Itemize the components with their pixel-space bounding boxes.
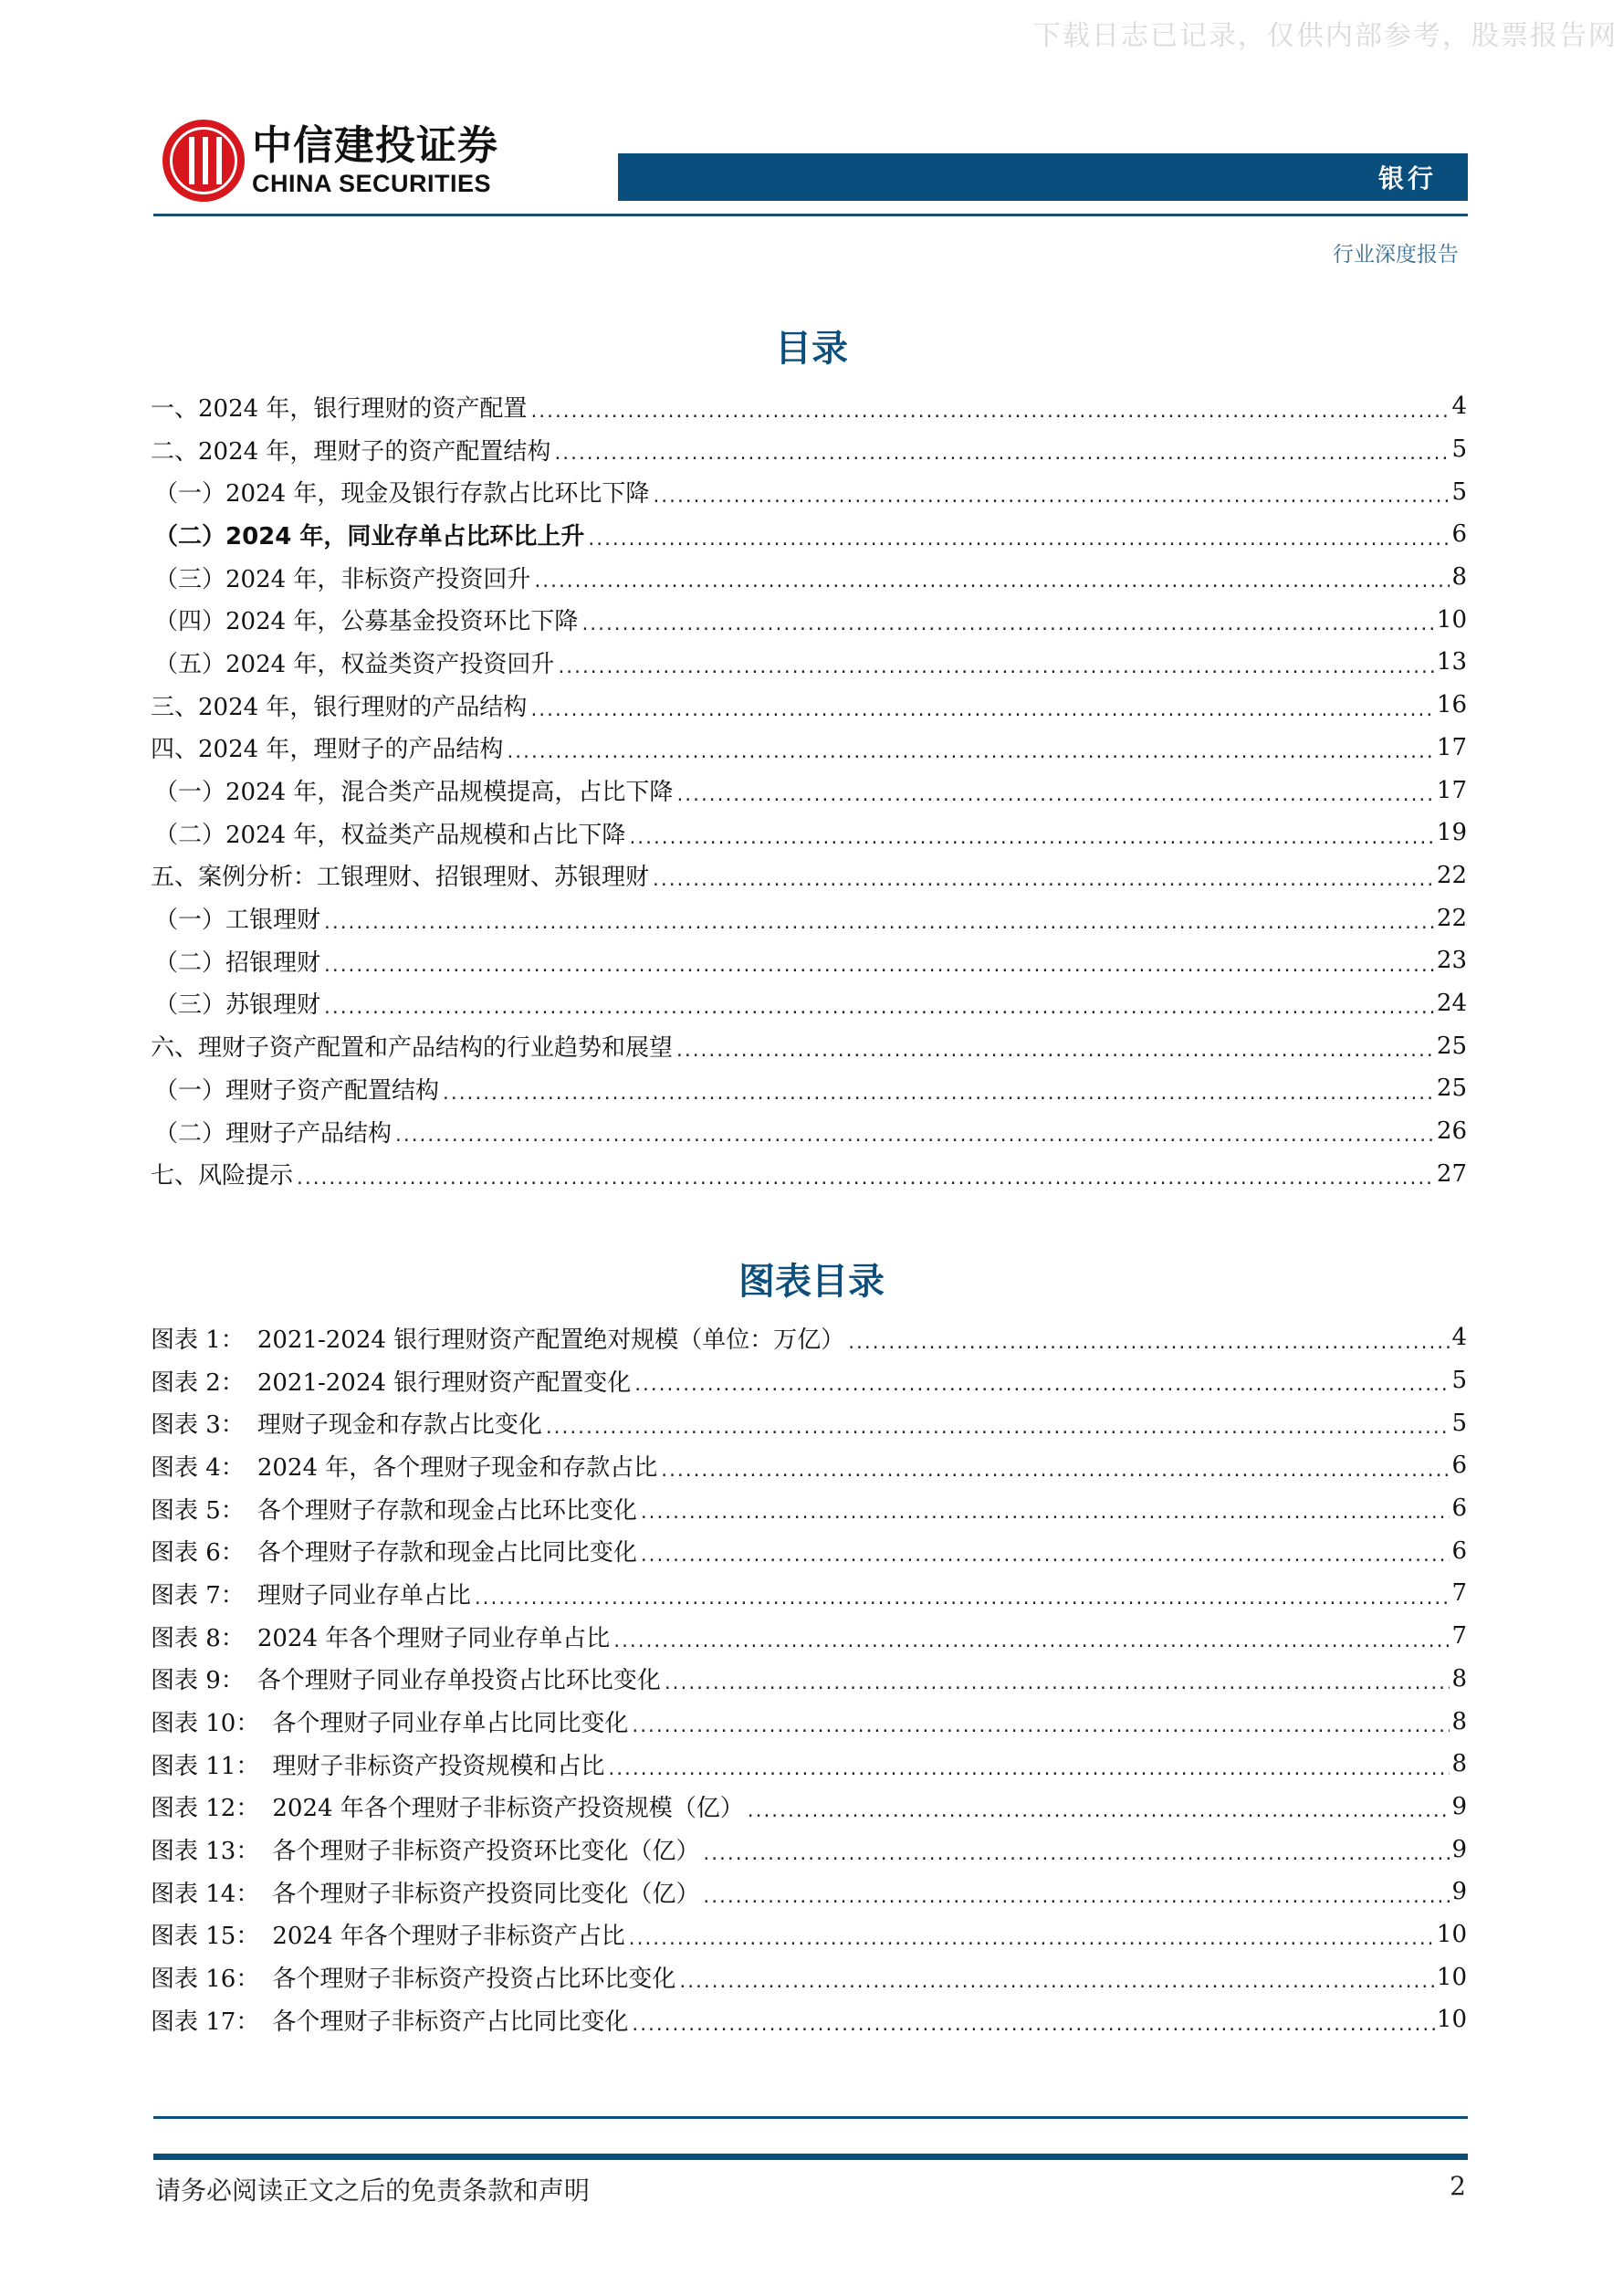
toc-entry-label: （三）2024 年，非标资产投资回升 <box>154 565 531 593</box>
leader-dots <box>529 703 1434 727</box>
figure-number: 图表 17： <box>151 2008 260 2036</box>
leader-dots <box>552 446 1450 470</box>
toc-entry[interactable] <box>151 641 1467 684</box>
page-ref: 5 <box>1451 1409 1467 1437</box>
figure-caption: 各个理财子存款和现金占比环比变化 <box>257 1496 637 1525</box>
toc-entry[interactable] <box>151 769 1467 812</box>
page-ref: 8 <box>1451 1750 1467 1778</box>
leader-dots <box>295 1171 1435 1195</box>
figure-entry[interactable] <box>151 1743 1467 1786</box>
toc-entry-label: 六、理财子资产配置和产品结构的行业趋势和展望 <box>151 1034 674 1063</box>
page-ref: 6 <box>1451 520 1467 549</box>
figure-entry[interactable] <box>151 1572 1467 1615</box>
page-ref: 19 <box>1436 819 1467 847</box>
toc-entry-label: （一）2024 年，现金及银行存款占比环比下降 <box>154 480 650 508</box>
toc-entry-label: （一）2024 年，混合类产品规模提高，占比下降 <box>154 779 674 807</box>
figure-number: 图表 12： <box>151 1795 260 1823</box>
toc-entry[interactable] <box>151 1067 1467 1110</box>
figure-entry-label <box>151 1406 542 1440</box>
figure-caption: 各个理财子非标资产投资占比环比变化 <box>272 1966 676 1994</box>
figure-number: 图表 16： <box>151 1966 260 1994</box>
figure-entry-label <box>151 1577 471 1610</box>
leader-dots <box>627 831 1434 854</box>
figure-entry[interactable] <box>151 1871 1467 1913</box>
toc-entry[interactable] <box>151 939 1467 982</box>
figure-entry-label <box>151 1662 661 1695</box>
leader-dots <box>639 1548 1450 1572</box>
figure-caption: 各个理财子非标资产投资环比变化（亿） <box>272 1838 700 1866</box>
page-ref: 17 <box>1436 776 1467 804</box>
page-ref: 25 <box>1436 1032 1467 1060</box>
figure-entry[interactable] <box>151 1913 1467 1956</box>
leader-dots <box>651 873 1435 896</box>
figure-entry-label <box>151 1747 604 1781</box>
figure-caption: 2024 年各个理财子同业存单占比 <box>257 1624 611 1652</box>
toc-entry-label: （二）2024 年，权益类产品规模和占比下降 <box>154 821 626 849</box>
leader-dots <box>675 1043 1435 1067</box>
toc-entry[interactable] <box>151 513 1467 556</box>
figure-entry-label <box>151 1449 657 1483</box>
figure-entry-label <box>151 1917 625 1951</box>
footer-bar <box>153 2154 1468 2160</box>
leader-dots <box>322 1001 1435 1024</box>
leader-dots <box>630 2018 1435 2041</box>
figure-caption: 各个理财子存款和现金占比同比变化 <box>257 1539 637 1567</box>
figure-number: 图表 15： <box>151 1923 260 1951</box>
figure-entry-label <box>151 1960 675 1994</box>
figure-number: 图表 14： <box>151 1880 260 1908</box>
leader-dots <box>529 404 1450 428</box>
leader-dots <box>322 916 1435 939</box>
figure-entry-label <box>151 1534 637 1567</box>
leader-dots <box>586 532 1450 556</box>
report-type: 行业深度报告 <box>1333 243 1459 267</box>
toc-entry-label: 四、2024 年，理财子的产品结构 <box>151 736 504 764</box>
figure-caption: 2024 年各个理财子非标资产占比 <box>272 1923 625 1951</box>
figure-caption: 各个理财子非标资产投资同比变化（亿） <box>272 1880 700 1908</box>
toc-entry[interactable] <box>151 428 1467 471</box>
leader-dots <box>393 1128 1435 1152</box>
leader-dots <box>556 660 1434 684</box>
page-ref: 10 <box>1436 2006 1467 2034</box>
leader-dots <box>441 1086 1435 1110</box>
figure-caption: 理财子现金和存款占比变化 <box>257 1411 542 1440</box>
toc-entry[interactable] <box>151 1152 1467 1195</box>
toc-entry[interactable] <box>151 854 1467 897</box>
figure-entry[interactable] <box>151 1401 1467 1444</box>
figure-caption: 各个理财子同业存单占比同比变化 <box>272 1710 629 1738</box>
figure-number: 图表 7： <box>151 1581 245 1609</box>
figure-number: 图表 3： <box>151 1411 245 1440</box>
toc-entry[interactable] <box>151 896 1467 939</box>
figure-caption: 2024 年，各个理财子现金和存款占比 <box>257 1453 658 1482</box>
footer-disclaimer[interactable]: 请务必阅读正文之后的免责条款和声明 <box>155 2175 591 2206</box>
toc-entry-label: （一）理财子资产配置结构 <box>154 1076 440 1105</box>
page-number: 2 <box>1450 2171 1466 2201</box>
figure-entry-label <box>151 1620 610 1653</box>
footer-divider <box>153 2116 1468 2119</box>
leader-dots <box>505 745 1434 769</box>
figure-entry-label <box>151 1789 744 1823</box>
table-of-contents <box>151 385 1467 1195</box>
figure-number: 图表 10： <box>151 1710 260 1738</box>
toc-entry[interactable] <box>151 982 1467 1025</box>
toc-entry-label: 二、2024 年，理财子的资产配置结构 <box>151 437 551 466</box>
figure-entry[interactable] <box>151 1487 1467 1530</box>
page-ref: 5 <box>1451 477 1467 506</box>
page-ref: 10 <box>1436 1920 1467 1948</box>
leader-dots <box>651 489 1450 513</box>
page-ref: 4 <box>1451 393 1467 421</box>
page-ref: 10 <box>1436 1963 1467 1991</box>
header-divider <box>153 214 1468 216</box>
page-ref: 8 <box>1451 1664 1467 1693</box>
figure-number: 图表 13： <box>151 1838 260 1866</box>
toc-entry-label: （四）2024 年，公募基金投资环比下降 <box>154 608 579 636</box>
page-ref: 7 <box>1451 1622 1467 1651</box>
figure-entry[interactable] <box>151 1359 1467 1402</box>
page-ref: 26 <box>1436 1117 1467 1146</box>
toc-entry[interactable] <box>151 812 1467 854</box>
leader-dots <box>612 1634 1450 1658</box>
leader-dots <box>663 1676 1450 1700</box>
leader-dots <box>677 1975 1435 1998</box>
toc-entry[interactable] <box>151 470 1467 513</box>
page-ref: 10 <box>1436 605 1467 634</box>
watermark: 下载日志已记录，仅供内部参考，股票报告网 <box>1033 20 1618 52</box>
leader-dots <box>630 1719 1450 1743</box>
figure-entry[interactable] <box>151 1700 1467 1743</box>
figure-caption: 2024 年各个理财子非标资产投资规模（亿） <box>272 1795 744 1823</box>
toc-entry[interactable] <box>151 556 1467 599</box>
figure-number: 图表 5： <box>151 1496 245 1525</box>
page-ref: 16 <box>1436 691 1467 719</box>
figure-number: 图表 9： <box>151 1667 245 1695</box>
toc-entry[interactable] <box>151 1024 1467 1067</box>
toc-entry-label: 七、风险提示 <box>151 1162 294 1190</box>
company-logo <box>162 120 498 202</box>
figure-entry[interactable] <box>151 1828 1467 1871</box>
toc-title: 目录 <box>775 328 848 370</box>
leader-dots <box>659 1463 1450 1487</box>
page-ref: 9 <box>1451 1792 1467 1820</box>
page-ref: 8 <box>1451 1707 1467 1735</box>
leader-dots <box>675 788 1434 812</box>
page-ref: 8 <box>1451 563 1467 592</box>
page-ref: 9 <box>1451 1835 1467 1863</box>
figure-entry[interactable] <box>151 1529 1467 1572</box>
figure-caption: 理财子同业存单占比 <box>257 1581 471 1609</box>
figure-caption: 各个理财子同业存单投资占比环比变化 <box>257 1667 661 1695</box>
leader-dots <box>532 574 1450 598</box>
toc-entry-label: （二）2024 年，同业存单占比环比上升 <box>154 522 585 550</box>
figure-caption: 2021-2024 银行理财资产配置变化 <box>257 1368 632 1397</box>
toc-entry[interactable] <box>151 1110 1467 1153</box>
figure-number: 图表 11： <box>151 1752 260 1780</box>
figure-entry[interactable] <box>151 1658 1467 1701</box>
leader-dots <box>473 1591 1450 1615</box>
sector-label: 银行 <box>1377 163 1437 194</box>
figure-caption: 2021-2024 银行理财资产配置绝对规模（单位：万亿） <box>257 1326 845 1354</box>
figure-caption: 各个理财子非标资产占比同比变化 <box>272 2008 629 2036</box>
figure-entry-label <box>151 2003 628 2037</box>
leader-dots <box>633 1378 1450 1401</box>
figure-number: 图表 8： <box>151 1624 245 1652</box>
figure-caption: 理财子非标资产投资规模和占比 <box>272 1752 605 1780</box>
page-ref: 5 <box>1451 1367 1467 1395</box>
toc-entry-label: 五、案例分析：工银理财、招银理财、苏银理财 <box>151 864 650 892</box>
toc-entry-label: 三、2024 年，银行理财的产品结构 <box>151 693 528 721</box>
toc-entry-label: （二）招银理财 <box>154 949 321 977</box>
page-ref: 6 <box>1451 1536 1467 1565</box>
citic-logo-icon <box>162 120 245 202</box>
list-of-figures <box>151 1316 1467 2041</box>
figure-entry-label <box>151 1832 699 1866</box>
page-ref: 13 <box>1436 648 1467 676</box>
toc-entry-label: （一）工银理财 <box>154 907 321 935</box>
page-ref: 22 <box>1436 861 1467 889</box>
toc-entry[interactable] <box>151 385 1467 428</box>
page-ref: 9 <box>1451 1878 1467 1906</box>
figure-entry-label <box>151 1875 699 1909</box>
figure-number: 图表 6： <box>151 1539 245 1567</box>
figure-entry[interactable] <box>151 1998 1467 2041</box>
toc-entry[interactable] <box>151 684 1467 727</box>
page-ref: 6 <box>1451 1452 1467 1480</box>
leader-dots <box>746 1804 1450 1828</box>
leader-dots <box>606 1762 1450 1786</box>
toc-entry-label: （三）苏银理财 <box>154 991 321 1020</box>
page-ref: 7 <box>1451 1579 1467 1608</box>
leader-dots <box>846 1336 1450 1359</box>
figure-entry-label <box>151 1364 631 1398</box>
toc-entry-label: （五）2024 年，权益类资产投资回升 <box>154 650 555 678</box>
toc-entry-label: （二）理财子产品结构 <box>154 1119 393 1148</box>
page-ref: 5 <box>1451 435 1467 464</box>
figures-title: 图表目录 <box>738 1261 885 1303</box>
logo-english-name: CHINA SECURITIES <box>252 170 492 197</box>
figure-entry-label <box>151 1321 844 1355</box>
figure-entry[interactable] <box>151 1786 1467 1829</box>
toc-entry-label: 一、2024 年，银行理财的资产配置 <box>151 394 528 423</box>
leader-dots <box>639 1505 1450 1529</box>
page-ref: 27 <box>1436 1159 1467 1188</box>
figure-entry[interactable] <box>151 1316 1467 1359</box>
figure-entry[interactable] <box>151 1615 1467 1658</box>
leader-dots <box>544 1421 1450 1444</box>
page-ref: 24 <box>1436 989 1467 1017</box>
sector-banner <box>618 153 1468 201</box>
leader-dots <box>701 1890 1450 1913</box>
leader-dots <box>580 617 1434 641</box>
page-ref: 22 <box>1436 904 1467 932</box>
leader-dots <box>322 959 1435 982</box>
page-ref: 25 <box>1436 1075 1467 1103</box>
page-ref: 23 <box>1436 947 1467 975</box>
figure-entry[interactable] <box>151 1955 1467 1998</box>
leader-dots <box>701 1847 1450 1871</box>
toc-entry[interactable] <box>151 598 1467 641</box>
leader-dots <box>627 1932 1435 1955</box>
page-ref: 17 <box>1436 733 1467 761</box>
figure-number: 图表 1： <box>151 1326 245 1354</box>
figure-entry[interactable] <box>151 1444 1467 1487</box>
figure-number: 图表 2： <box>151 1368 245 1397</box>
toc-entry[interactable] <box>151 727 1467 770</box>
figure-entry-label <box>151 1492 637 1525</box>
figure-entry-label <box>151 1704 628 1738</box>
page-ref: 4 <box>1451 1324 1467 1352</box>
logo-chinese-name: 中信建投证券 <box>252 122 498 169</box>
figure-number: 图表 4： <box>151 1453 245 1482</box>
page-ref: 6 <box>1451 1494 1467 1523</box>
